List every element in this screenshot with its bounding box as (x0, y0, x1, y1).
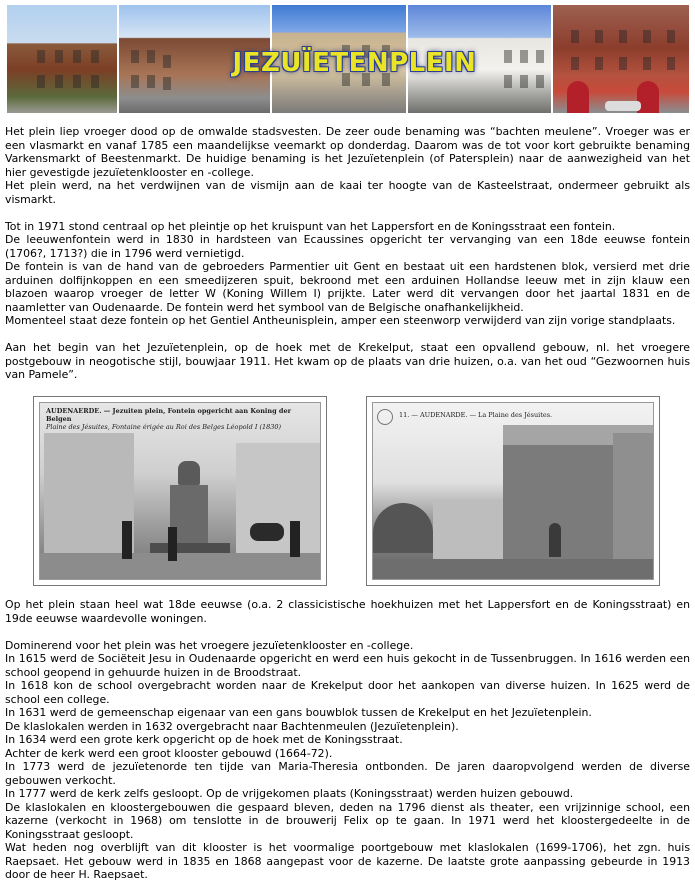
paragraph: De klaslokalen en kloostergebouwen die gespaard bleven, deden na 1796 dienst als theater, een vrijzinnige school, een kazerne (verkocht in 1968) om tenslotte in de brouwerij Felix op te gaan. In 1971 werd het kloostergedeelte in de Koningsstraat gesloopt. (5, 800, 690, 841)
paragraph: Achter de kerk werd een groot klooster gebouwd (1664-72). (5, 746, 333, 760)
blank-line (5, 625, 690, 639)
intro-text (5, 125, 690, 382)
banner-photo-red-brick-building (7, 5, 117, 113)
page-title: JEZUÏETENPLEIN (232, 48, 477, 78)
postcard-caption: 11. — AUDENARDE. — La Plaine des Jésuites. (399, 411, 553, 419)
paragraph: Dominerend voor het plein was het vroegere jezuïetenklooster en -college. (5, 638, 414, 652)
header-banner (7, 5, 689, 113)
paragraph: In 1631 werd de gemeenschap eigenaar van een gans bouwblok tussen de Krekelput en het Jezuïetenplein. (5, 706, 592, 719)
paragraph: Het plein liep vroeger dood op de omwalde stadsvesten. De zeer oude benaming was “bachten meulene”. Vroeger was er een vlasmarkt en vanaf 1785 een maandelijkse veemarkt op donderdag. Daarom was de tot voor kort gebruikte benaming Varkensmarkt of Beestenmarkt. De huidige benaming is het Jezuïetenplein (of Patersplein) naar de aanwezigheid van het hier gevestigde jezuïetenklooster en -college. (5, 125, 690, 179)
blank-line (5, 206, 690, 220)
paragraph: Op het plein staan heel wat 18de eeuwse (o.a. 2 classicistische hoekhuizen met het Lappersfort en de Koningsstraat) en 19de eeuwse waardevolle woningen. (5, 598, 690, 625)
banner-photo-monastery-gate (553, 5, 689, 113)
paragraph: In 1615 werd de Sociëteit Jesu in Oudenaarde opgericht en werd een huis gekocht in de Tussenbruggen. In 1616 werden een school geopend in gehuurde huizen in de Broodstraat. (5, 652, 690, 679)
postcard-caption: AUDENAERDE. — Jezuiten plein, Fontein opgericht aan Koning der Belgen Plaine des Jésuites, Fontaine érigée au Roi des Belges Léopold I (1830) (46, 407, 292, 431)
postcard-plaine-des-jesuites-photo (366, 396, 660, 586)
blank-line (5, 328, 690, 342)
paragraph: In 1618 kon de school overgebracht worden naar de Krekelput door het aankopen van diverse huizen. In 1625 werd de school een college. (5, 679, 690, 706)
outro-text (5, 598, 690, 882)
paragraph: In 1773 werd de jezuïetenorde ten tijde van Maria-Theresia ontbonden. De jaren daaropvolgend werden de diverse gebouwen verkocht. (5, 760, 690, 787)
paragraph: In 1777 werd de kerk zelfs gesloopt. Op de vrijgekomen plaats (Koningsstraat) werden huizen gebouwd. (5, 787, 574, 800)
paragraph: De klaslokalen werden in 1632 overgebracht naar Bachtenmeulen (Jezuïetenplein). (5, 719, 459, 733)
paragraph: Momenteel staat deze fontein op het Gentiel Antheunisplein, amper een steenworp verwijderd van zijn vorige standplaats. (5, 314, 676, 327)
paragraph: De leeuwenfontein werd in 1830 in hardsteen van Ecaussines opgericht ter vervanging van een 18de eeuwse fontein (1706?, 1713?) die in 1796 werd vernietigd. (5, 233, 690, 260)
paragraph: Wat heden nog overblijft van dit klooster is het voormalige poortgebouw met klaslokalen (1699-1706), het zgn. huis Raepsaet. Het gebouw werd in 1835 en 1868 aangepast voor de kazerne. De laatste grote aanpassing gebeurde in 1913 door de heer H. Raepsaet. (5, 841, 690, 881)
paragraph: Aan het begin van het Jezuïetenplein, op de hoek met de Krekelput, staat een opvallend gebouw, nl. het vroegere postgebouw in neogotische stijl, bouwjaar 1911. Het kwam op de plaats van drie huizen, o.a. van het oud “Gezwoornen huis van Pamele”. (5, 341, 690, 381)
paragraph: Tot in 1971 stond centraal op het pleintje op het kruispunt van het Lappersfort en de Koningsstraat een fontein. (5, 219, 616, 233)
postcard-fountain-photo (33, 396, 327, 586)
paragraph: In 1634 werd een grote kerk opgericht op de hoek met de Koningsstraat. (5, 733, 403, 746)
paragraph: De fontein is van de hand van de gebroeders Parmentier uit Gent en bestaat uit een hardstenen blok, versierd met drie arduinen dolfijnkoppen en een smeedijzeren spuit, bekroond met een arduinen Hollandse leeuw met in zijn klauw een blazoen waarop vroeger de letter W (Koning Willem I) prijkte. Later werd dit vervangen door het jaartal 1831 en de naamletter van Oudenaarde. De fontein werd het symbool van de Belgische onafhankelijkheid. (5, 260, 690, 314)
paragraph: Het plein werd, na het verdwijnen van de vismijn aan de kaai ter hoogte van de Kasteelstraat, ondermeer gebruikt als vismarkt. (5, 179, 690, 206)
